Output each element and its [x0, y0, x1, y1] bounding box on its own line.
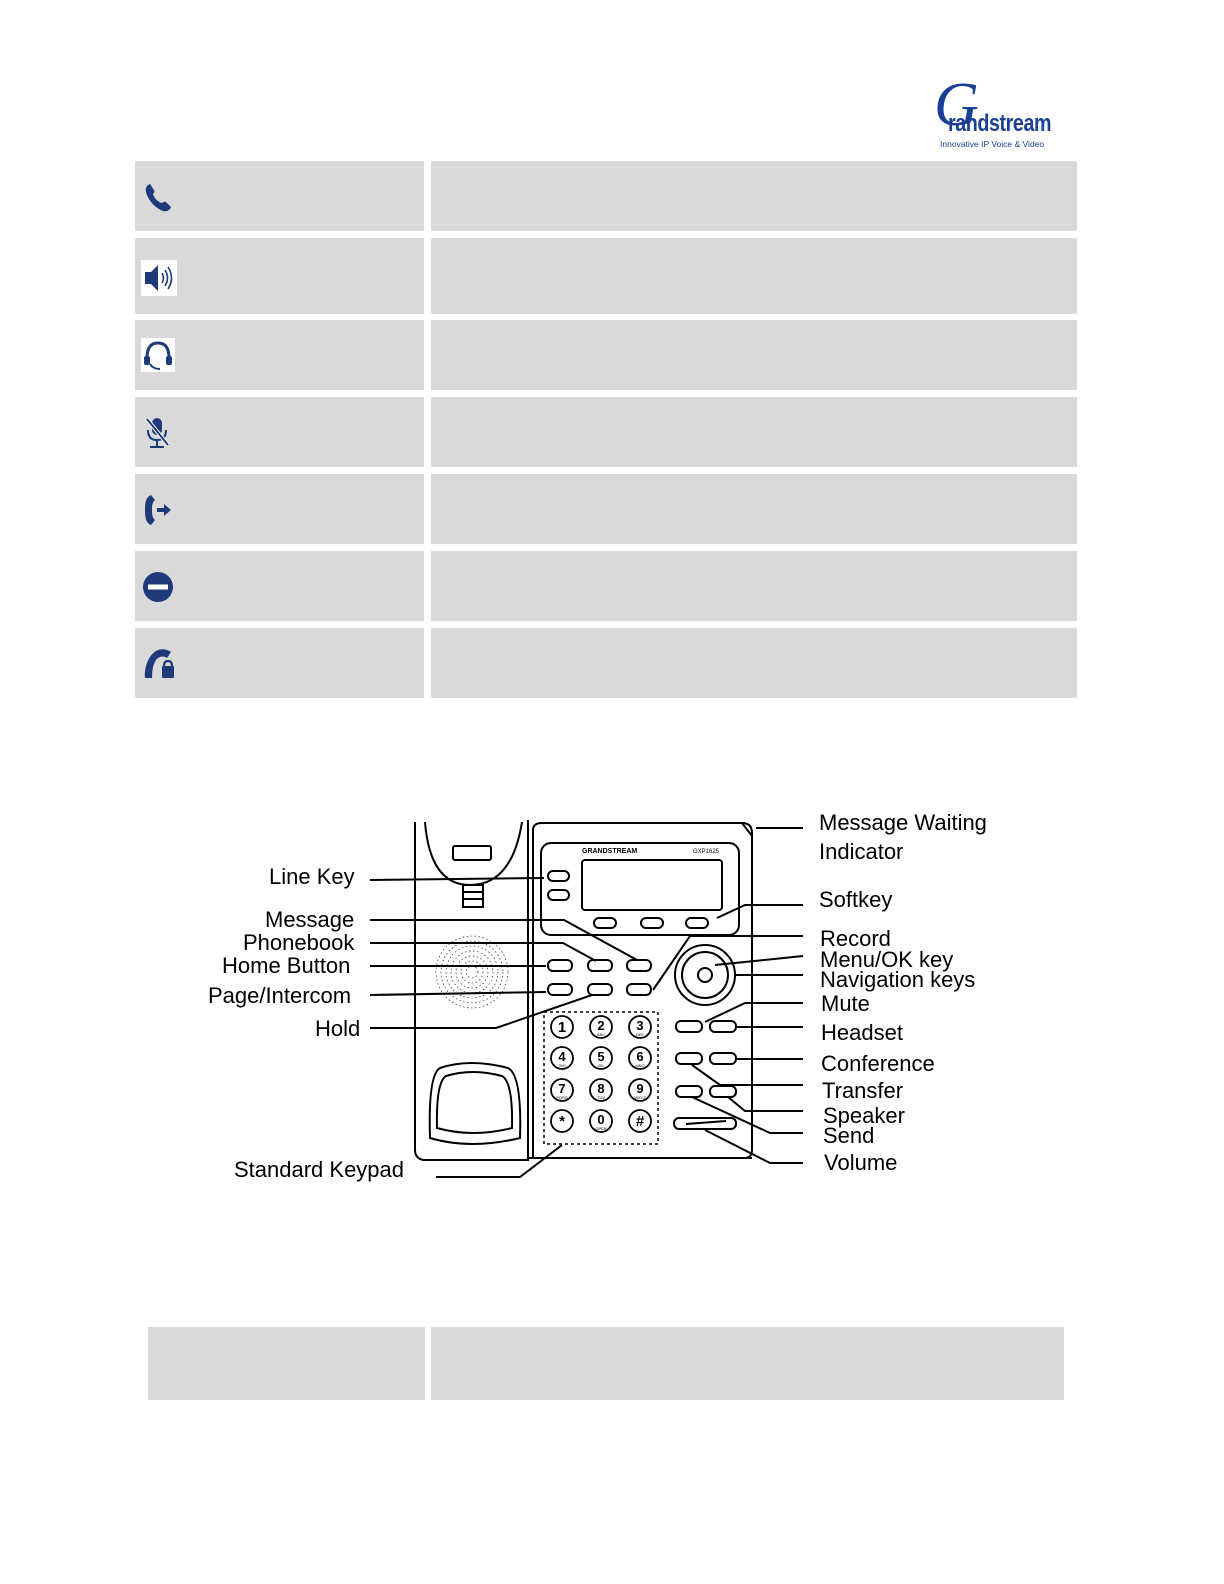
keypad-key [629, 1016, 651, 1038]
keypad-letters: MNO [635, 1063, 645, 1068]
label-speaker: Speaker [823, 1103, 905, 1128]
keypad-key [629, 1047, 651, 1069]
keypad-key [590, 1110, 612, 1132]
header-cell-right [431, 1327, 1064, 1400]
keypad-digit: 5 [597, 1049, 605, 1064]
keypad-digit: 2 [597, 1018, 605, 1033]
standard-keypad [551, 1016, 651, 1132]
icon-cell [135, 161, 424, 231]
label-menu-ok: Menu/OK key [820, 947, 954, 972]
label-volume: Volume [824, 1150, 898, 1175]
keypad-letters: DEF [636, 1032, 644, 1037]
icon-table-row [135, 320, 1077, 390]
icon-table-row [135, 474, 1077, 544]
grandstream-logo [930, 71, 1070, 152]
microphone-muted-icon [141, 415, 175, 451]
description-cell [431, 238, 1077, 314]
headset-icon [141, 338, 175, 372]
do-not-disturb-icon [141, 570, 175, 604]
description-cell [431, 474, 1077, 544]
header-cell-left [148, 1327, 425, 1400]
label-indicator: Indicator [819, 839, 904, 864]
keypad-key [590, 1016, 612, 1038]
label-record: Record [820, 926, 891, 951]
keypad-letters: TUV [597, 1095, 605, 1100]
label-home-button: Home Button [222, 953, 351, 978]
description-cell [431, 628, 1077, 698]
description-cell [431, 397, 1077, 467]
label-line-key: Line Key [269, 864, 355, 889]
keypad-key [629, 1110, 651, 1132]
description-cell [431, 161, 1077, 231]
call-forward-icon [141, 492, 175, 528]
keypad-digit: 9 [636, 1081, 644, 1096]
icon-table-row [135, 551, 1077, 621]
keypad-letters: ABC [596, 1032, 606, 1037]
keypad-key [551, 1047, 573, 1069]
icon-cell [135, 474, 424, 544]
keypad-key [551, 1110, 573, 1132]
keypad-digit: 8 [597, 1081, 605, 1096]
description-cell [431, 551, 1077, 621]
label-page-intercom: Page/Intercom [208, 983, 352, 1008]
label-transfer: Transfer [822, 1078, 904, 1103]
speaker-volume-icon [141, 260, 177, 296]
label-hold: Hold [315, 1016, 361, 1041]
keypad-digit: 1 [557, 1019, 567, 1036]
label-softkey: Softkey [819, 887, 893, 912]
keypad-key [551, 1079, 573, 1101]
label-message-waiting: Message Waiting [819, 810, 987, 835]
keypad-digit: 3 [636, 1018, 644, 1033]
keypad-key [590, 1047, 612, 1069]
label-standard-keypad: Standard Keypad [234, 1157, 405, 1182]
phone-model-text: GXP1625 [693, 849, 720, 855]
icon-table-row [135, 238, 1077, 314]
phone-lock-icon [141, 646, 177, 682]
label-send: Send [823, 1123, 875, 1148]
icon-cell [135, 397, 424, 467]
label-mute: Mute [821, 991, 870, 1016]
keypad-letters: JKL [597, 1063, 605, 1068]
icon-table-row [135, 397, 1077, 467]
icon-cell [135, 551, 424, 621]
keypad-digit: * [559, 1113, 565, 1130]
label-headset: Headset [821, 1020, 903, 1045]
keypad-key [629, 1079, 651, 1101]
bottom-table-header [148, 1327, 1064, 1400]
label-conference: Conference [821, 1051, 935, 1076]
icon-table-row [135, 161, 1077, 231]
keypad-key [551, 1016, 573, 1038]
logo-tagline: Innovative IP Voice & Video [940, 139, 1045, 149]
icon-table-row [135, 628, 1077, 698]
description-cell [431, 320, 1077, 390]
label-message: Message [265, 907, 355, 932]
keypad-digit: 4 [558, 1049, 566, 1064]
icon-cell [135, 628, 424, 698]
phone-handset-icon [141, 181, 175, 215]
label-phonebook: Phonebook [243, 930, 355, 955]
keypad-letters: OPER [595, 1126, 607, 1131]
keypad-digit: 6 [636, 1049, 644, 1064]
keypad-letters: GHI [558, 1063, 566, 1068]
label-navigation: Navigation keys [820, 967, 976, 992]
logo-initial: G [934, 71, 979, 139]
phone-diagram [200, 805, 1020, 1195]
keypad-key [590, 1079, 612, 1101]
icon-cell [135, 238, 424, 314]
keypad-letters: WXYZ [634, 1095, 646, 1100]
keypad-letters: PQRS [556, 1095, 568, 1100]
keypad-digit: # [635, 1113, 645, 1130]
keypad-digit: 0 [597, 1112, 605, 1127]
phone-brand-text: GRANDSTREAM [582, 848, 638, 855]
keypad-digit: 7 [558, 1081, 566, 1096]
icon-cell [135, 320, 424, 390]
logo-wordmark: randstream [948, 110, 1052, 137]
